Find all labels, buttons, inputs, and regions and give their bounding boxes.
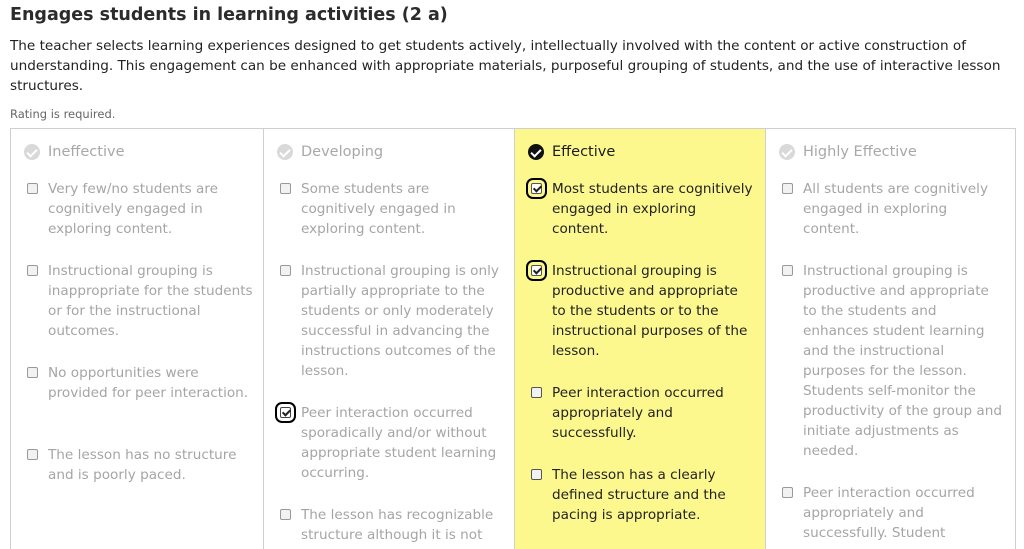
rating-grid bbox=[10, 128, 1016, 549]
indicator-text: The lesson has a clearly defined structure and the pacing is appropriate. bbox=[552, 467, 726, 523]
rating-option-effective[interactable] bbox=[528, 144, 615, 160]
indicator-checkbox[interactable] bbox=[782, 183, 793, 194]
indicator-text: The lesson has recognizable structure although it is not bbox=[301, 507, 494, 543]
indicator-checkbox[interactable] bbox=[27, 449, 38, 460]
indicator-item bbox=[782, 179, 1005, 239]
indicator-item bbox=[27, 445, 253, 485]
check-circle-icon bbox=[528, 144, 544, 160]
indicator-text: Instructional grouping is only partially appropriate to the students or only moderately successful in advancing the instructions outcomes of the lesson. bbox=[301, 263, 499, 379]
indicator-checkbox[interactable] bbox=[27, 183, 38, 194]
indicator-item bbox=[280, 179, 504, 239]
rating-label: Effective bbox=[552, 144, 616, 160]
rating-label: Developing bbox=[301, 144, 384, 160]
indicator-text: All students are cognitively engaged in exploring content. bbox=[803, 181, 988, 237]
indicator-text: Peer interaction occurred appropriately and successfully. Student bbox=[803, 485, 975, 541]
component-description: The teacher selects learning experiences designed to get students actively, intellectually involved with the content or active construction of understanding. This engagement can be enhanced with appropriate materials, purposeful grouping of students, and the use of interactive lesson structures. bbox=[10, 38, 1001, 94]
indicator-item bbox=[531, 261, 755, 361]
indicator-text: Peer interaction occurred appropriately and successfully. bbox=[552, 385, 724, 441]
indicator-checkbox[interactable] bbox=[782, 265, 793, 276]
indicator-item bbox=[27, 179, 253, 239]
rating-column-highly-effective[interactable] bbox=[765, 129, 1016, 549]
check-circle-icon bbox=[24, 144, 40, 160]
indicator-text: Peer interaction occurred sporadically and/or without appropriate student learning occurring. bbox=[301, 405, 497, 481]
indicator-item bbox=[27, 261, 253, 341]
rating-option-developing[interactable] bbox=[277, 144, 383, 160]
indicator-checkbox[interactable] bbox=[531, 387, 542, 398]
rating-column-developing[interactable] bbox=[263, 129, 514, 549]
check-circle-icon bbox=[277, 144, 293, 160]
rating-option-ineffective[interactable] bbox=[24, 144, 125, 160]
indicator-text: Instructional grouping is inappropriate for the students or for the instructional outcomes. bbox=[48, 263, 253, 339]
indicator-checkbox[interactable] bbox=[531, 265, 542, 276]
indicator-checkbox[interactable] bbox=[280, 183, 291, 194]
indicator-checkbox[interactable] bbox=[782, 487, 793, 498]
indicator-item bbox=[531, 465, 755, 525]
indicator-text: Instructional grouping is productive and appropriate to the students or to the instructional purposes of the lesson. bbox=[552, 263, 748, 359]
rating-required-note: Rating is required. bbox=[10, 107, 116, 121]
indicator-item bbox=[782, 483, 1005, 543]
indicator-checkbox[interactable] bbox=[280, 407, 291, 418]
check-circle-icon bbox=[779, 144, 795, 160]
indicator-text: Very few/no students are cognitively engaged in exploring content. bbox=[48, 181, 219, 237]
indicator-item bbox=[280, 261, 504, 381]
indicator-checkbox[interactable] bbox=[531, 183, 542, 194]
indicator-item bbox=[280, 403, 504, 483]
rating-option-highly-effective[interactable] bbox=[779, 144, 917, 160]
rating-label: Highly Effective bbox=[803, 144, 917, 160]
indicator-item bbox=[27, 363, 253, 403]
indicator-text: No opportunities were provided for peer interaction. bbox=[48, 365, 249, 401]
indicator-checkbox[interactable] bbox=[27, 265, 38, 276]
indicator-checkbox[interactable] bbox=[531, 469, 542, 480]
page-title: Engages students in learning activities (2 a) bbox=[10, 5, 448, 25]
indicator-item bbox=[531, 383, 755, 443]
indicator-text: Most students are cognitively engaged in exploring content. bbox=[552, 181, 753, 237]
rating-column-ineffective[interactable] bbox=[10, 129, 263, 549]
rating-label: Ineffective bbox=[48, 144, 125, 160]
indicator-text: The lesson has no structure and is poorly paced. bbox=[48, 447, 237, 483]
indicator-item bbox=[531, 179, 755, 239]
indicator-text: Some students are cognitively engaged in exploring content. bbox=[301, 181, 456, 237]
indicator-checkbox[interactable] bbox=[27, 367, 38, 378]
indicator-item bbox=[782, 261, 1005, 461]
indicator-checkbox[interactable] bbox=[280, 509, 291, 520]
indicator-text: Instructional grouping is productive and appropriate to the students and enhances student learning and the instructional purposes for the lesson. Students self-monitor the productivity of the group and initiate adjustments as needed. bbox=[803, 263, 1003, 459]
rating-column-effective[interactable] bbox=[514, 129, 765, 549]
indicator-item bbox=[280, 505, 504, 545]
indicator-checkbox[interactable] bbox=[280, 265, 291, 276]
